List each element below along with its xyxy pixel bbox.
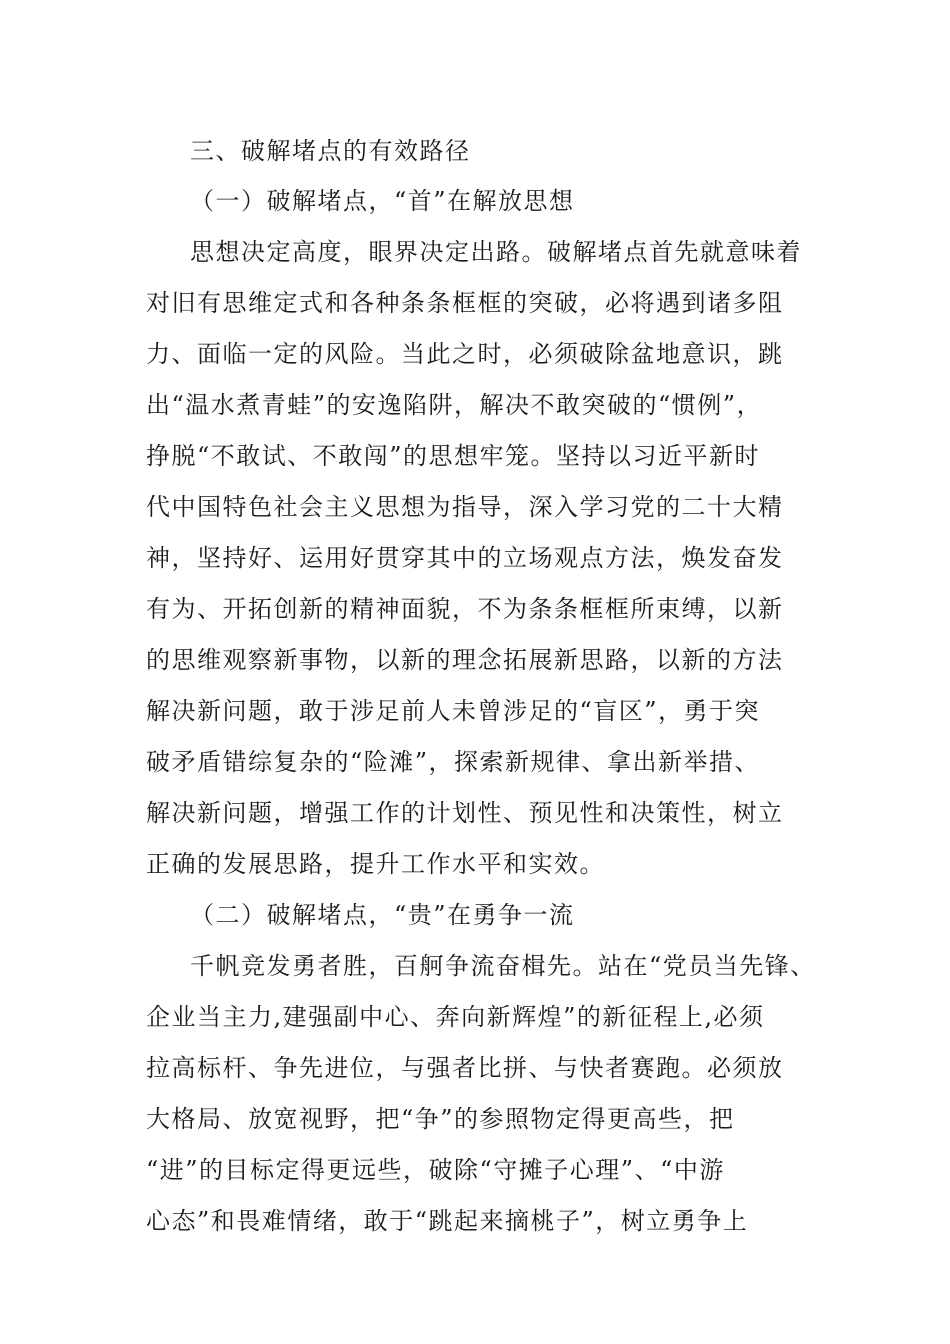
paragraph-2-line: 大格局、放宽视野，把“争”的参照物定得更高些，把	[146, 1105, 735, 1133]
paragraph-2-line: 千帆竞发勇者胜，百舸争流奋楫先。站在“党员当先锋、	[190, 952, 816, 980]
paragraph-1-line: 思想决定高度，眼界决定出路。破解堵点首先就意味着	[190, 238, 802, 266]
subsection-1-heading: （一）破解堵点，“首”在解放思想	[190, 187, 575, 215]
paragraph-1-line: 有为、开拓创新的精神面貌，不为条条框框所束缚，以新	[146, 595, 784, 623]
paragraph-2-line: “进”的目标定得更远些，破除“守摊子心理”、“中游	[146, 1156, 725, 1184]
subsection-2-heading: （二）破解堵点，“贵”在勇争一流	[190, 901, 575, 929]
paragraph-1-line: 代中国特色社会主义思想为指导，深入学习党的二十大精	[146, 493, 784, 521]
paragraph-2-line: 心态”和畏难情绪，敢于“跳起来摘桃子”，树立勇争上	[146, 1207, 749, 1235]
section-title: 三、破解堵点的有效路径	[190, 137, 471, 165]
paragraph-1-line: 对旧有思维定式和各种条条框框的突破，必将遇到诸多阻	[146, 289, 784, 317]
paragraph-1-line: 出“温水煮青蛙”的安逸陷阱，解决不敢突破的“惯例”，	[146, 391, 763, 419]
paragraph-2-line: 企业当主力,建强副中心、奔向新辉煌”的新征程上,必须	[146, 1003, 765, 1031]
paragraph-1-line: 解决新问题，敢于涉足前人未曾涉足的“盲区”，勇于突	[146, 697, 761, 725]
paragraph-1-line: 力、面临一定的风险。当此之时，必须破除盆地意识，跳	[146, 340, 784, 368]
paragraph-1-line: 神，坚持好、运用好贯穿其中的立场观点方法，焕发奋发	[146, 544, 784, 572]
paragraph-1-line: 挣脱“不敢试、不敢闯”的思想牢笼。坚持以习近平新时	[146, 442, 761, 470]
paragraph-1-line: 解决新问题，增强工作的计划性、预见性和决策性，树立	[146, 799, 784, 827]
paragraph-1-line: 正确的发展思路，提升工作水平和实效。	[146, 850, 605, 878]
paragraph-1-line: 破矛盾错综复杂的“险滩”，探索新规律、拿出新举措、	[146, 748, 761, 776]
paragraph-1-line: 的思维观察新事物，以新的理念拓展新思路，以新的方法	[146, 646, 784, 674]
paragraph-2-line: 拉高标杆、争先进位，与强者比拼、与快者赛跑。必须放	[146, 1054, 784, 1082]
